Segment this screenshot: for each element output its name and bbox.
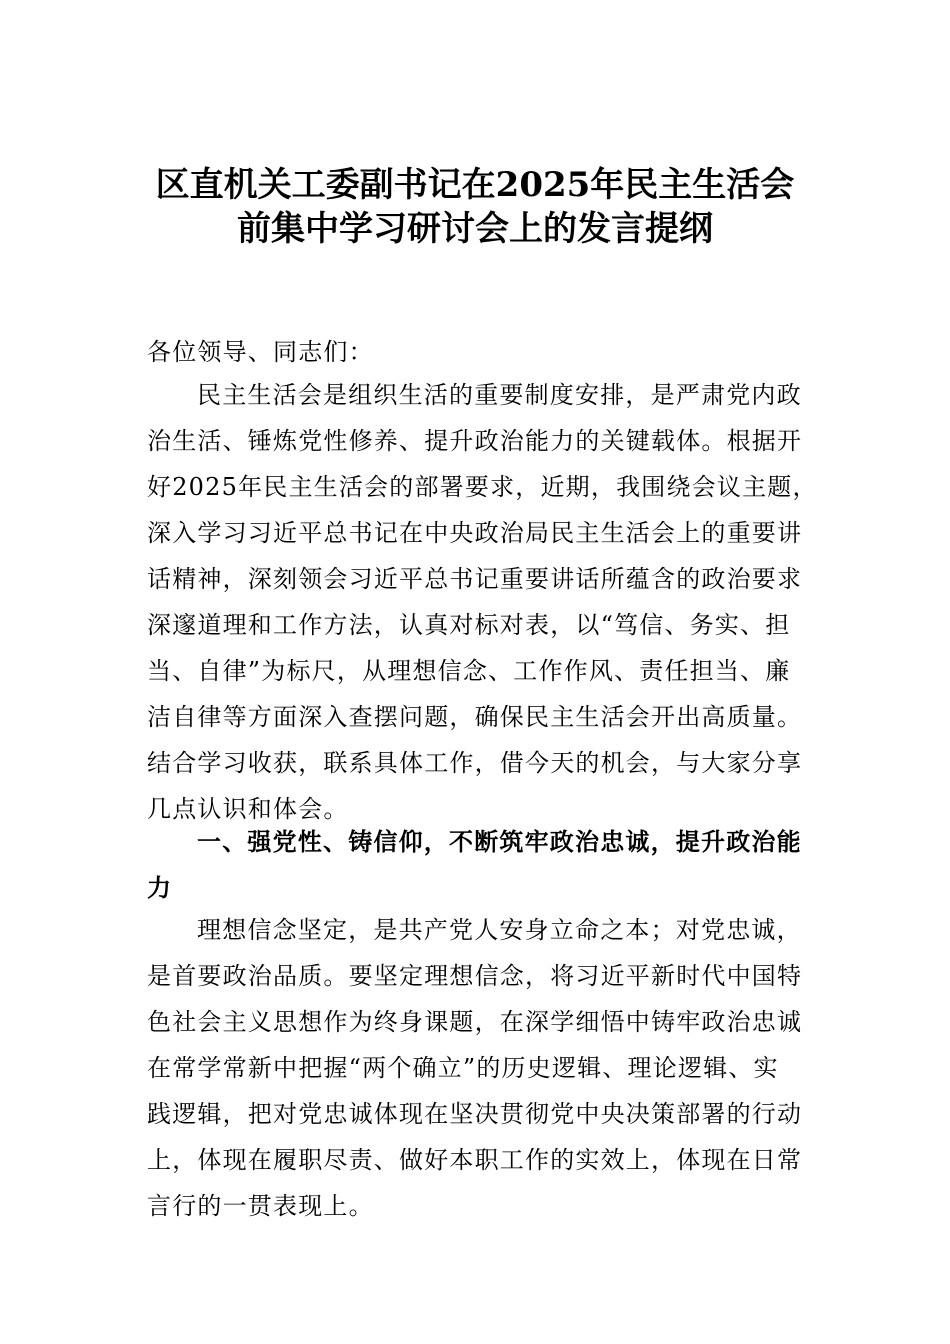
paragraph2-line: 是首要政治品质。要坚定理想信念，将习近平新时代中国特 — [147, 962, 803, 990]
greeting-text: 各位领导、同志们： — [147, 338, 374, 366]
section-heading-1 — [147, 819, 827, 911]
heading1-line: 一、强党性、铸信仰，不断筑牢政治忠诚，提升政治能 — [197, 828, 802, 856]
paragraph1-line: 民主生活会是组织生活的重要制度安排，是严肃党内政 — [197, 381, 802, 409]
paragraph2-line: 色社会主义思想作为终身课题，在深学细悟中铸牢政治忠诚 — [147, 1008, 803, 1036]
paragraph1-line: 洁自律等方面深入查摆问题，确保民主生活会开出高质量。 — [147, 703, 803, 731]
heading1-line: 力 — [147, 874, 173, 902]
paragraph2-line: 践逻辑，把对党忠诚体现在坚决贯彻党中央决策部署的行动 — [147, 1100, 803, 1128]
paragraph1-line: 深邃道理和工作方法，认真对标对表，以“笃信、务实、担 — [147, 611, 791, 639]
paragraph1-line: 治生活、锤炼党性修养、提升政治能力的关键载体。根据开 — [147, 427, 803, 455]
paragraph2-line: 上，体现在履职尽责、做好本职工作的实效上，体现在日常 — [147, 1146, 803, 1174]
paragraph1-line: 结合学习收获，联系具体工作，借今天的机会，与大家分享 — [147, 749, 803, 777]
document-title-line-1: 区直机关工委副书记在2025年民主生活会 — [155, 165, 795, 205]
greeting — [147, 329, 827, 375]
paragraph-section-1 — [147, 907, 827, 1229]
paragraph1-line: 几点认识和体会。 — [147, 795, 349, 823]
paragraph1-line: 当、自律”为标尺，从理想信念、工作作风、责任担当、廉 — [147, 657, 791, 685]
paragraph1-line: 话精神，深刻领会习近平总书记重要讲话所蕴含的政治要求 — [147, 565, 803, 593]
document-title-line-2: 前集中学习研讨会上的发言提纲 — [237, 209, 713, 249]
paragraph-intro — [147, 372, 827, 832]
paragraph1-line: 深入学习习近平总书记在中央政治局民主生活会上的重要讲 — [147, 519, 803, 547]
paragraph2-line: 言行的一贯表现上。 — [147, 1192, 374, 1220]
paragraph2-line: 在常学常新中把握“两个确立”的历史逻辑、理论逻辑、实 — [147, 1054, 779, 1082]
paragraph2-line: 理想信念坚定，是共产党人安身立命之本；对党忠诚， — [197, 916, 802, 944]
paragraph1-line: 好2025年民主生活会的部署要求，近期，我围绕会议主题， — [147, 473, 818, 501]
